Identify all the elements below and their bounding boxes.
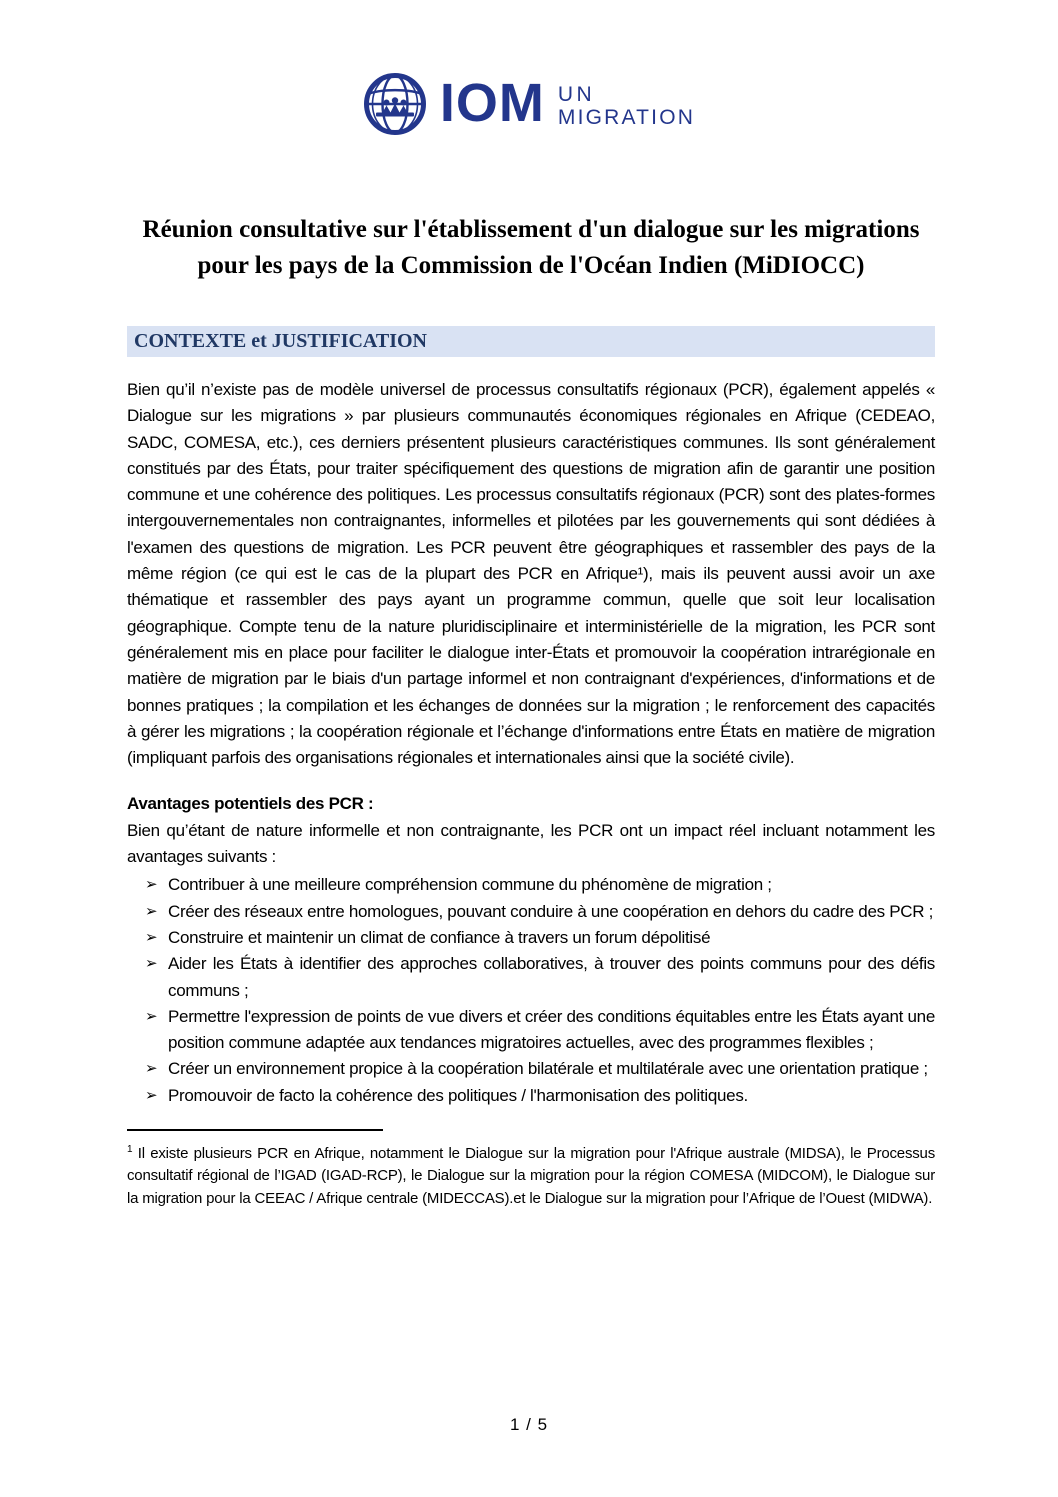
section-header-title: CONTEXTE et JUSTIFICATION: [134, 330, 427, 352]
arrow-bullet-icon: ➢: [145, 876, 158, 894]
page-title: [127, 212, 935, 284]
footnote: [127, 1139, 935, 1210]
arrow-bullet-icon: ➢: [145, 1086, 158, 1104]
list-item: [127, 872, 935, 898]
list-item: [127, 1083, 935, 1109]
footnote-separator: [127, 1129, 383, 1131]
page-title-line1: Réunion consultative sur l'établissement d'un dialogue sur les migrations: [142, 216, 920, 243]
list-item-text: Permettre l'expression de points de vue divers et créer des conditions équitables entre les États ayant une position commune adaptée aux tendances migratoires actuelles, avec des programmes flexibles ;: [168, 1006, 935, 1053]
list-item-text: Contribuer à une meilleure compréhension commune du phénomène de migration ;: [168, 875, 772, 895]
arrow-bullet-icon: ➢: [145, 928, 158, 946]
footnote-marker: 1: [127, 1144, 133, 1156]
page-content: [0, 212, 1058, 1210]
list-item: [127, 899, 935, 925]
iom-globe-icon: [363, 72, 427, 136]
list-item: [127, 1056, 935, 1082]
page-title-line2: pour les pays de la Commission de l'Océan Indien (MiDIOCC): [197, 252, 865, 279]
list-item: [127, 951, 935, 1004]
arrow-bullet-icon: ➢: [145, 1060, 158, 1078]
list-item: [127, 925, 935, 951]
arrow-bullet-icon: ➢: [145, 955, 158, 973]
footnote-block: [127, 1129, 935, 1210]
list-item-text: Construire et maintenir un climat de confiance à travers un forum dépolitisé: [168, 927, 711, 947]
arrow-bullet-icon: ➢: [145, 1007, 158, 1025]
body-paragraph: Bien qu’il n’existe pas de modèle universel de processus consultatifs régionaux (PCR), également appelés « Dialogue sur les migrations » par plusieurs communautés économiques régionales en Afrique (CEDEAO, SADC, COMESA, etc.), ces derniers présentent plusieurs caractéristiques communes. Ils sont généralement constitués par des États, pour traiter spécifiquement des questions de migration afin de garantir une position commune et une cohérence des politiques. Les processus consultatifs régionaux (PCR) sont des plates-formes intergouvernementales non contraignantes, informelles et pilotées par les gouvernements qui sont dédiées à l'examen des questions de migration. Les PCR peuvent être géographiques et rassembler des pays de la même région (ce qui est le cas de la plupart des PCR en Afrique¹), mais ils peuvent aussi avoir un axe thématique et rassembler des pays ayant un programme commun, quelle que soit leur localisation géographique. Compte tenu de la nature pluridisciplinaire et interministérielle de la migration, les PCR sont généralement mis en place pour faciliter le dialogue inter-États et promouvoir la coopération intrarégionale en matière de migration par le biais d'un partage informel et non contraignant d'expériences, d'informations et de bonnes pratiques ; la compilation et les échanges de données sur la migration ; le renforcement des capacités à gérer les migrations ; la coopération régionale et l’échange d'informations entre États en matière de migration (impliquant parfois des organisations régionales et internationales ainsi que la société civile).: [127, 380, 935, 768]
list-item-text: Créer un environnement propice à la coopération bilatérale et multilatérale avec une orientation pratique ;: [168, 1059, 928, 1079]
iom-logo: [363, 72, 695, 136]
un-wordmark-line: UN: [557, 83, 596, 106]
logo-row: [0, 0, 1058, 136]
list-item-text: Promouvoir de facto la cohérence des politiques / l'harmonisation des politiques.: [168, 1085, 748, 1105]
un-migration-wordmark: [558, 83, 695, 129]
footnote-text: Il existe plusieurs PCR en Afrique, notamment le Dialogue sur la migration pour l'Afrique australe (MIDSA), le Processus consultatif régional de l’IGAD (IGAD-RCP), le Dialogue sur la migration pour la région COMESA (MIDCOM), le Dialogue sur la migration pour la CEEAC / Afrique centrale (MIDECCAS).et le Dialogue sur la migration pour l’Afrique de l’Ouest (MIDWA).: [127, 1145, 935, 1207]
advantages-subheading: Avantages potentiels des PCR :: [127, 794, 374, 814]
list-item: [127, 1004, 935, 1057]
arrow-bullet-icon: ➢: [145, 902, 158, 920]
page-number: 1 / 5: [509, 1415, 549, 1434]
migration-wordmark-line: MIGRATION: [557, 106, 696, 129]
section-header-band: [127, 326, 935, 357]
advantages-intro: Bien qu’étant de nature informelle et non contraignante, les PCR ont un impact réel incluant notamment les avantages suivants :: [127, 820, 935, 867]
advantages-list: [127, 872, 935, 1109]
list-item-text: Créer des réseaux entre homologues, pouvant conduire à une coopération en dehors du cadre des PCR ;: [168, 901, 934, 921]
iom-wordmark: IOM: [439, 73, 545, 133]
list-item-text: Aider les États à identifier des approches collaboratives, à trouver des points communs pour des défis communs ;: [168, 954, 935, 1000]
